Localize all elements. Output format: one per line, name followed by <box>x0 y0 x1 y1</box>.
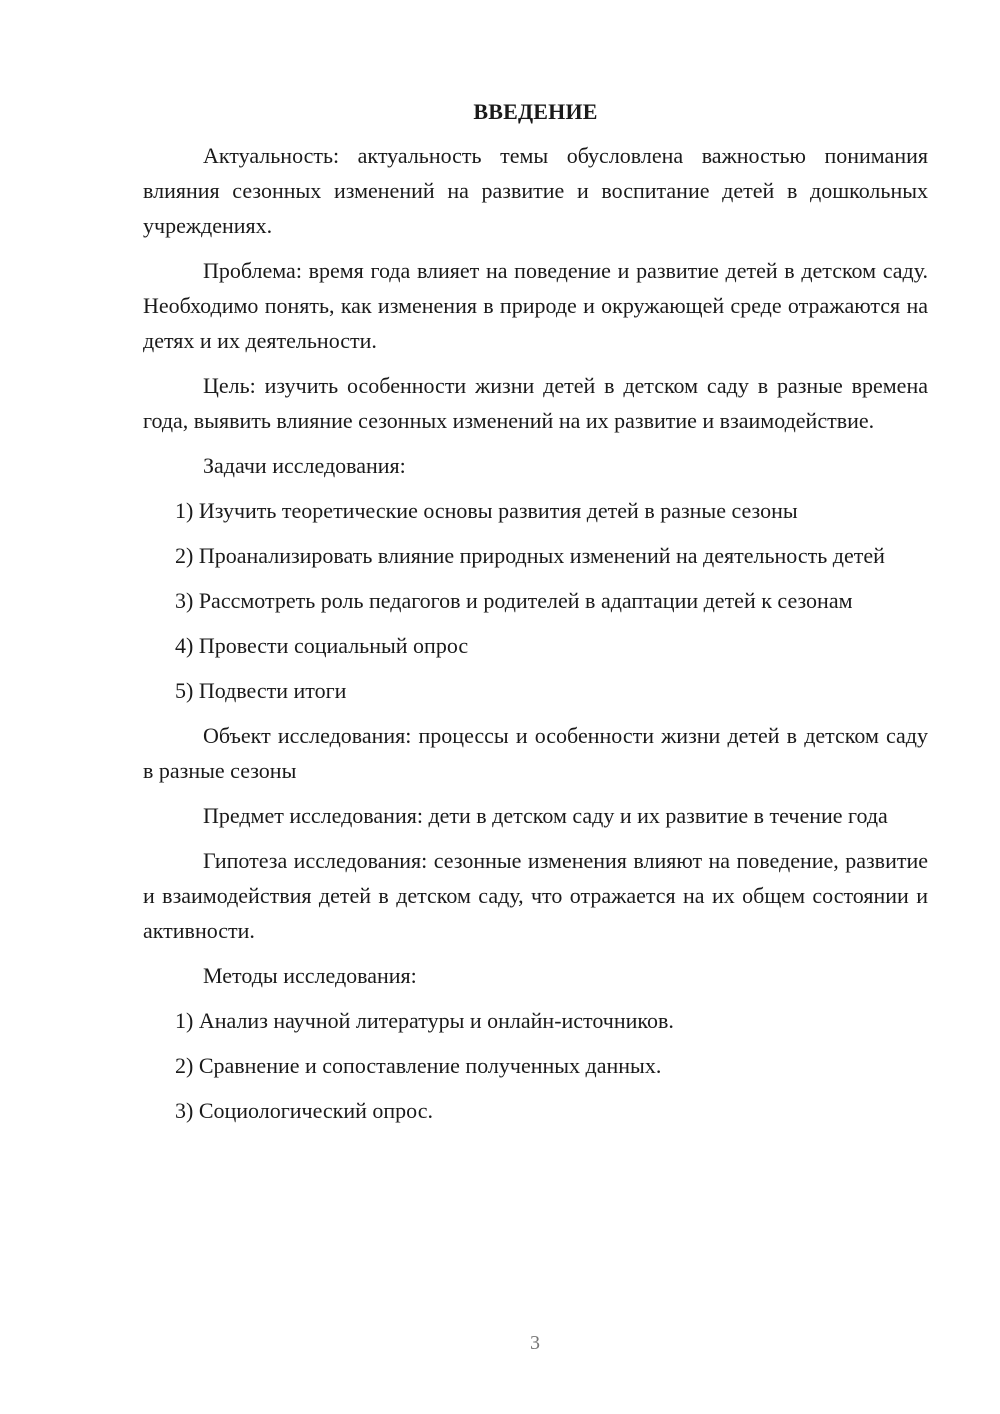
page-number: 3 <box>530 1332 540 1354</box>
paragraph-goal: Цель: изучить особенности жизни детей в детском саду в разные времена года, выявить влияние сезонных изменений на их развитие и взаимодействие. <box>143 373 928 433</box>
page-content <box>143 94 928 1138</box>
paragraph-hypothesis: Гипотеза исследования: сезонные изменения влияют на поведение, развитие и взаимодействия детей в детском саду, что отражается на их общем состоянии и активности. <box>143 848 928 943</box>
task-item-4: 4) Провести социальный опрос <box>175 633 469 658</box>
task-item-1: 1) Изучить теоретические основы развития детей в разные сезоны <box>175 498 798 523</box>
method-item-1: 1) Анализ научной литературы и онлайн-источников. <box>175 1008 674 1033</box>
paragraph-tasks-heading: Задачи исследования: <box>203 453 406 478</box>
paragraph-methods-heading: Методы исследования: <box>203 963 417 988</box>
paragraph-relevance: Актуальность: актуальность темы обусловлена важностью понимания влияния сезонных изменений на развитие и воспитание детей в дошкольных учреждениях. <box>143 143 928 238</box>
task-item-3: 3) Рассмотреть роль педагогов и родителей в адаптации детей к сезонам <box>175 588 853 613</box>
task-item-2: 2) Проанализировать влияние природных изменений на деятельность детей <box>175 543 885 568</box>
section-heading: ВВЕДЕНИЕ <box>473 99 598 124</box>
paragraph-problem: Проблема: время года влияет на поведение и развитие детей в детском саду. Необходимо понять, как изменения в природе и окружающей среде отражаются на детях и их деятельности. <box>143 258 928 353</box>
method-item-2: 2) Сравнение и сопоставление полученных данных. <box>175 1053 662 1078</box>
task-item-5: 5) Подвести итоги <box>175 678 347 703</box>
paragraph-subject: Предмет исследования: дети в детском саду и их развитие в течение года <box>203 803 888 828</box>
paragraph-object: Объект исследования: процессы и особенности жизни детей в детском саду в разные сезоны <box>143 723 928 783</box>
method-item-3: 3) Социологический опрос. <box>175 1098 433 1123</box>
